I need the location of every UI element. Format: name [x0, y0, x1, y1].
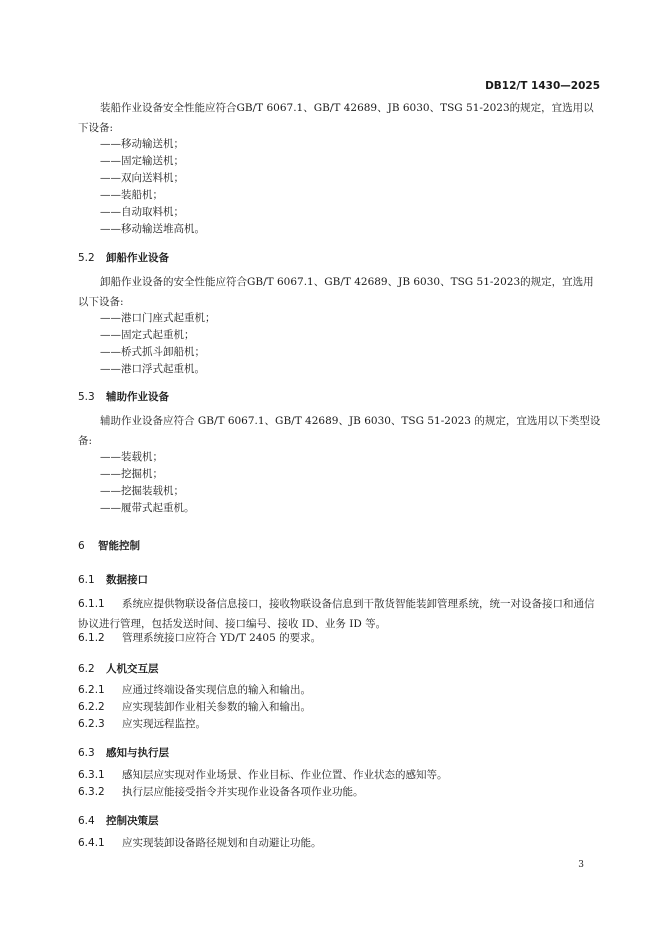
- list-item: ——港口门座式起重机；: [100, 312, 216, 324]
- clause-text: 管理系统接口应符合 YD/T 2405 的要求。: [122, 632, 322, 644]
- section-number: 6.2: [78, 663, 95, 675]
- page-number: 3: [578, 860, 584, 870]
- section-heading-5-3: [78, 389, 169, 404]
- clause-number: 6.2.2: [78, 701, 105, 713]
- list-item: ——装船机；: [100, 189, 163, 201]
- clause-6-1-2: [78, 628, 602, 648]
- clause-text: 感知层应实现对作业场景、作业目标、作业位置、作业状态的感知等。: [122, 769, 448, 781]
- list-item: ——移动输送堆高机。: [100, 223, 205, 235]
- clause-number: 6.2.1: [78, 684, 105, 696]
- list-item: ——固定式起重机；: [100, 329, 195, 341]
- section-number: 6.4: [78, 815, 95, 827]
- chapter-number: 6: [78, 540, 85, 552]
- section-heading-5-2: [78, 250, 169, 265]
- clause-number: 6.4.1: [78, 837, 105, 849]
- clause-number: 6.2.3: [78, 718, 105, 730]
- section-title: 感知与执行层: [106, 747, 169, 759]
- section-heading-6-4: [78, 813, 159, 828]
- section-number: 6.3: [78, 747, 95, 759]
- section-number: 6.1: [78, 574, 95, 586]
- list-item: ——装载机；: [100, 451, 163, 463]
- section-heading-6-2: [78, 661, 159, 676]
- list-item: ——固定输送机；: [100, 155, 184, 167]
- clause-text: 应实现装卸设备路径规划和自动避让功能。: [122, 837, 322, 849]
- section-heading-6-3: [78, 745, 169, 760]
- chapter-heading-6: [78, 538, 140, 553]
- section-number: 5.2: [78, 252, 95, 264]
- section-number: 5.3: [78, 391, 95, 403]
- section-title: 辅助作业设备: [106, 391, 169, 403]
- clause-number: 6.1.2: [78, 632, 105, 644]
- section-5-3-intro: 辅助作业设备应符合 GB/T 6067.1、GB/T 42689、JB 6030、TSG 51-2023 的规定，宜选用以下类型设备:: [78, 415, 601, 447]
- clause-text: 执行层应能接受指令并实现作业设备各项作业功能。: [122, 786, 364, 798]
- clause-number: 6.3.1: [78, 769, 105, 781]
- list-item: ——移动输送机；: [100, 138, 184, 150]
- list-item: ——挖掘机；: [100, 468, 163, 480]
- clause-text: 系统应提供物联设备信息接口，接收物联设备信息到干散货智能装卸管理系统，统一对设备接口和通信协议进行管理，包括发送时间、接口编号、接收 ID、业务 ID 等。: [78, 598, 595, 630]
- chapter-title: 智能控制: [98, 540, 140, 552]
- clause-number: 6.1.1: [78, 598, 105, 610]
- section-title: 卸船作业设备: [106, 252, 169, 264]
- section-heading-6-1: [78, 572, 148, 587]
- list-item: ——双向送料机；: [100, 172, 184, 184]
- section-5-2-intro: 卸船作业设备的安全性能应符合GB/T 6067.1、GB/T 42689、JB 6030、TSG 51-2023的规定，宜选用以下设备:: [78, 276, 594, 308]
- section-title: 控制决策层: [106, 815, 159, 827]
- list-item: ——自动取料机；: [100, 206, 184, 218]
- clause-text: 应通过终端设备实现信息的输入和输出。: [122, 684, 311, 696]
- clause-number: 6.3.2: [78, 786, 105, 798]
- clause-6-3-2: [78, 782, 602, 802]
- list-item: ——桥式抓斗卸船机；: [100, 346, 205, 358]
- document-id: DB12/T 1430—2025: [485, 80, 600, 92]
- clause-text: 应实现远程监控。: [122, 718, 206, 730]
- list-item: ——港口浮式起重机。: [100, 363, 205, 375]
- clause-6-2-3: [78, 714, 602, 734]
- section-title: 人机交互层: [106, 663, 159, 675]
- clause-text: 应实现装卸作业相关参数的输入和输出。: [122, 701, 311, 713]
- section-5-1-intro: 装船作业设备安全性能应符合GB/T 6067.1、GB/T 42689、JB 6030、TSG 51-2023的规定，宜选用以下设备:: [78, 102, 594, 134]
- list-item: ——履带式起重机。: [100, 502, 195, 514]
- list-item: ——挖掘装载机；: [100, 485, 184, 497]
- section-title: 数据接口: [106, 574, 148, 586]
- clause-6-4-1: [78, 833, 602, 853]
